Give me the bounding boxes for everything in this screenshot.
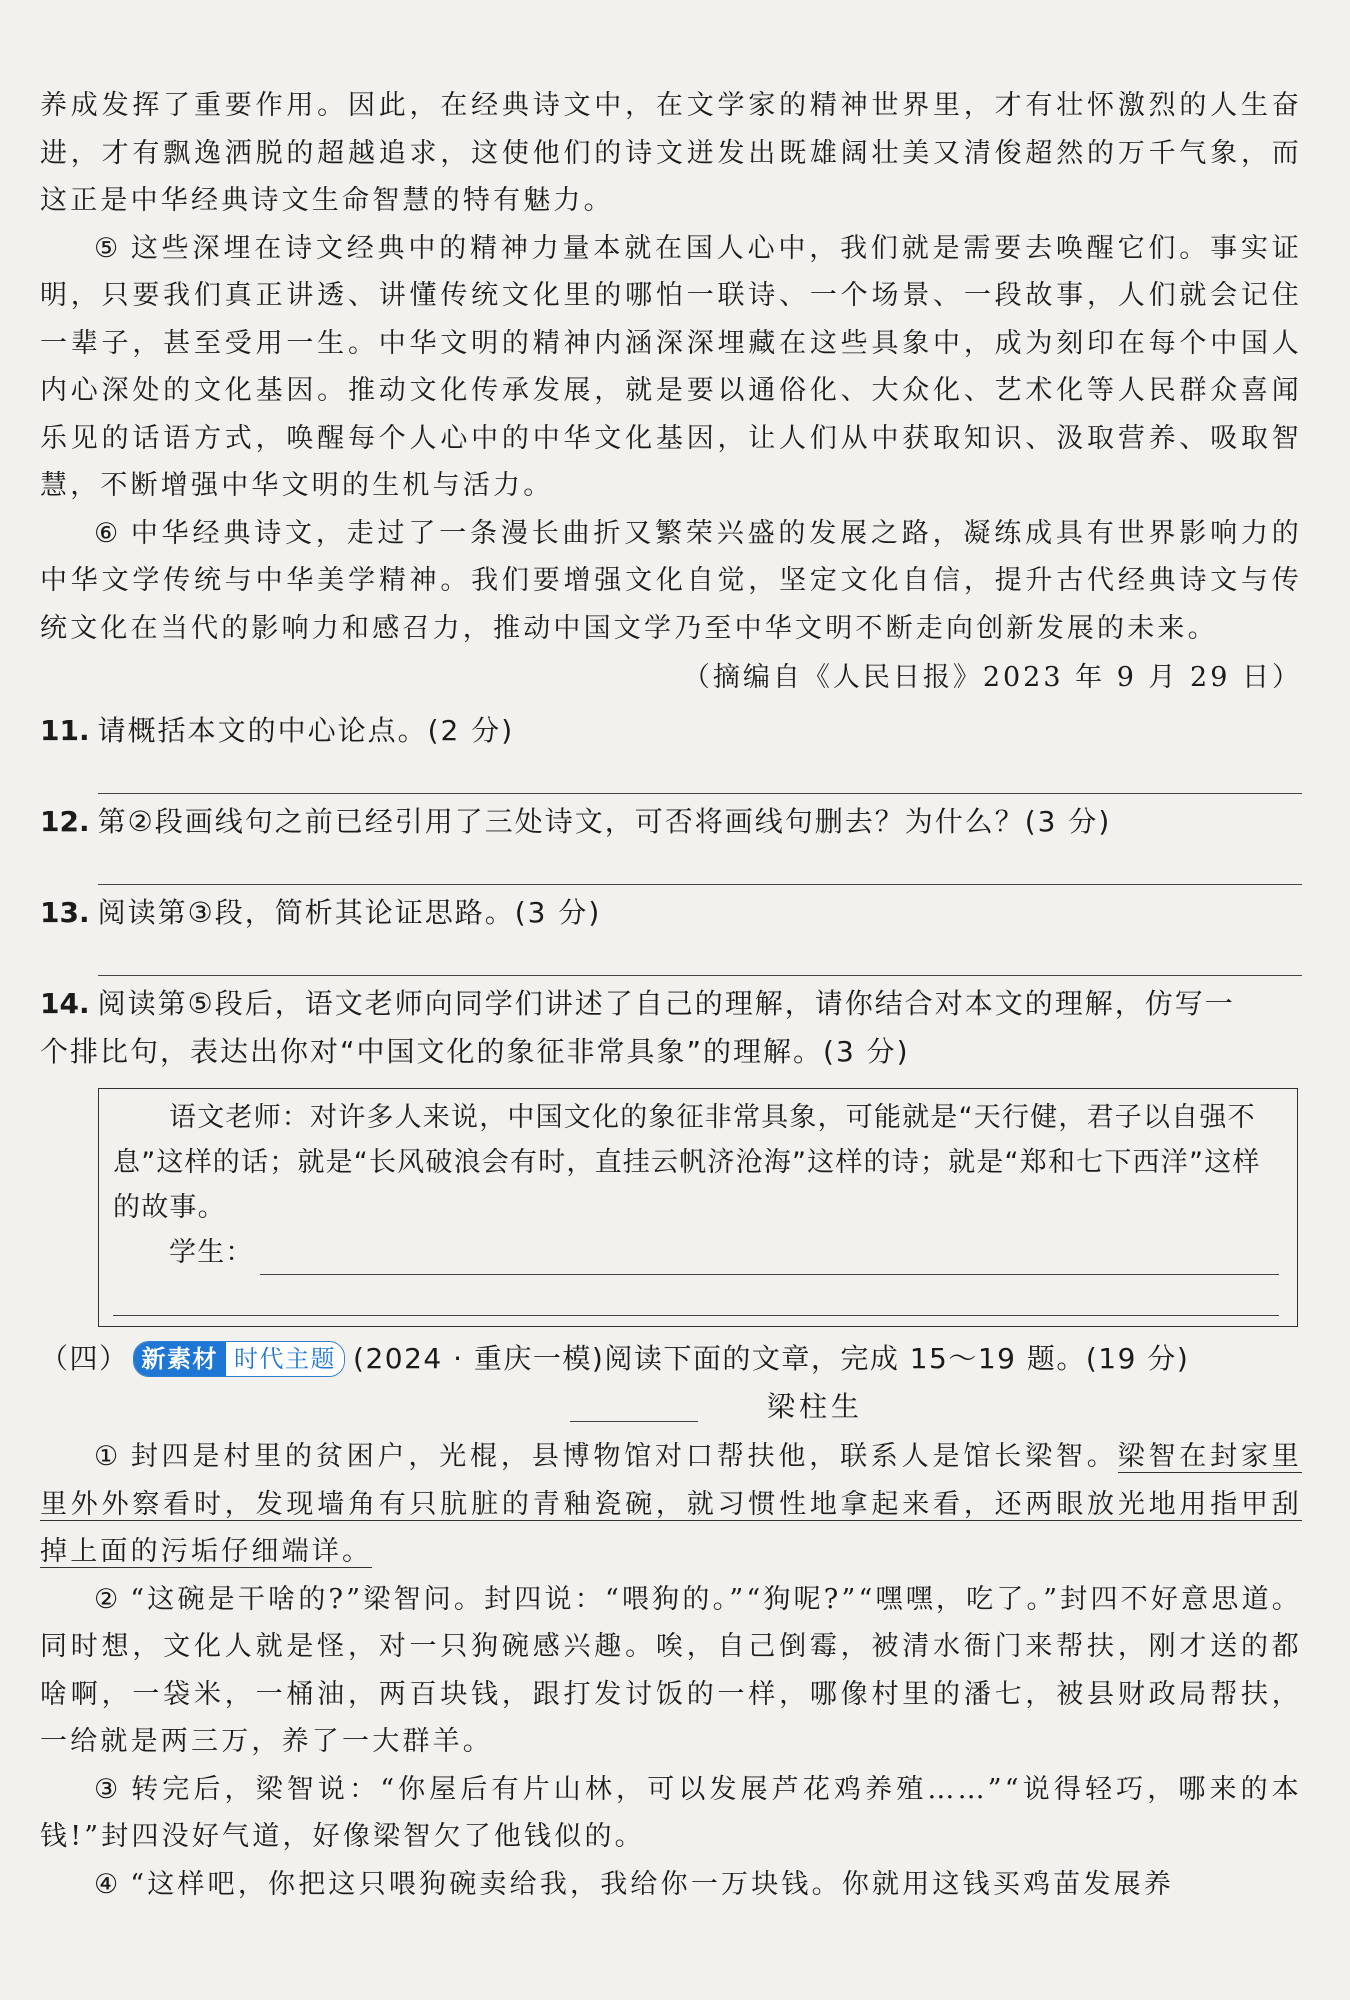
paragraph-text: 转完后，梁智说：“你屋后有片山林，可以发展芦花鸡养殖……”“说得轻巧，哪来的本钱!”封四没好气道，好像梁智欠了他钱似的。: [40, 1773, 1302, 1852]
paragraph-number: ⑥: [94, 517, 119, 549]
imitation-writing-box: [98, 1088, 1298, 1327]
answer-line[interactable]: [98, 884, 1302, 885]
question-11: [40, 707, 1302, 794]
student-answer-line-2[interactable]: [113, 1275, 1279, 1316]
new-material-badge: [133, 1341, 346, 1377]
paragraph-number: ⑤: [94, 232, 119, 264]
question-text: 第②段画线句之前已经引用了三处诗文，可否将画线句删去？为什么？(3 分): [97, 805, 1112, 838]
question-text-line-1: 阅读第⑤段后，语文老师向同学们讲述了自己的理解，请你结合对本文的理解，仿写一: [97, 987, 1235, 1020]
story-title-row: [40, 1383, 1302, 1433]
story-paragraph-4: [40, 1861, 1302, 1909]
passage-paragraph-5: [40, 225, 1302, 510]
passage-paragraph-continued: 养成发挥了重要作用。因此，在经典诗文中，在文学家的精神世界里，才有壮怀激烈的人生奋进，才有飘逸洒脱的超越追求，这使他们的诗文迸发出既雄阔壮美又清俊超然的万千气象，而这正是中华经典诗文生命智慧的特有魅力。: [40, 90, 1302, 216]
question-text: 阅读第③段，简析其论证思路。(3 分): [97, 896, 602, 929]
paragraph-number: ②: [94, 1583, 119, 1615]
question-number: 14.: [40, 987, 90, 1020]
paragraph-number: ③: [94, 1773, 120, 1805]
student-answer-line[interactable]: [260, 1244, 1279, 1275]
paragraph-text: “这碗是干啥的?”梁智问。封四说：“喂狗的。”“狗呢?”“嘿嘿，吃了。”封四不好意思道。同时想，文化人就是怪，对一只狗碗感兴趣。唉，自己倒霉，被清水衙门来帮扶，刚才送的都啥啊，一袋米，一桶油，两百块钱，跟打发讨饭的一样，哪像村里的潘七，被县财政局帮扶，一给就是两三万，养了一大群羊。: [40, 1583, 1302, 1757]
question-number: 12.: [40, 805, 90, 838]
question-14: [40, 980, 1302, 1327]
story-author: 梁柱生: [767, 1390, 864, 1423]
student-answer-row: [113, 1230, 1279, 1275]
section-label: （四）: [40, 1342, 129, 1375]
source-citation: （摘编自《人民日报》2023 年 9 月 29 日）: [682, 662, 1302, 693]
story-paragraph-3: [40, 1766, 1302, 1861]
question-text-line-2: 个排比句，表达出你对“中国文化的象征非常具象”的理解。(3 分): [40, 1035, 910, 1068]
section-instruction: (2024 · 重庆一模)阅读下面的文章，完成 15～19 题。(19 分): [353, 1342, 1190, 1375]
paragraph-number: ①: [94, 1441, 119, 1472]
paragraph-text: 这些深埋在诗文经典中的精神力量本就在国人心中，我们就是需要去唤醒它们。事实证明，只要我们真正讲透、讲懂传统文化里的哪怕一联诗、一个场景、一段故事，人们就会记住一辈子，甚至受用一生。中华文明的精神内涵深深埋藏在这些具象中，成为刻印在每个中国人内心深处的文化基因。推动文化传承发展，就是要以通俗化、大众化、艺术化等人民群众喜闻乐见的话语方式，唤醒每个人心中的中华文化基因，让人们从中获取知识、汲取营养、吸取智慧，不断增强中华文明的生机与活力。: [40, 232, 1302, 501]
underlined-sentence: 梁智在封家里里外外察看时，发现墙角有只肮脏的青釉瓷碗，就习惯性地拿起来看，还两眼放光地用指甲刮掉上面的污垢仔细端详。: [40, 1441, 1302, 1567]
question-number: 11.: [40, 714, 90, 747]
passage-paragraph-6: [40, 510, 1302, 653]
question-text: 请概括本文的中心论点。(2 分): [97, 714, 515, 747]
badge-sub: 时代主题: [226, 1342, 344, 1376]
answer-line[interactable]: [98, 975, 1302, 976]
story-paragraph-2: [40, 1576, 1302, 1766]
question-12: [40, 798, 1302, 885]
paragraph-text: “这样吧，你把这只喂狗碗卖给我，我给你一万块钱。你就用这钱买鸡苗发展养: [130, 1868, 1175, 1900]
badge-main: 新素材: [134, 1342, 227, 1376]
section-4-header: [40, 1335, 1302, 1383]
question-13: [40, 889, 1302, 976]
story-paragraph-1: [40, 1433, 1302, 1576]
title-blank-line[interactable]: [570, 1421, 698, 1422]
paragraph-text: 封四是村里的贫困户，光棍，县博物馆对口帮扶他，联系人是馆长梁智。: [130, 1441, 1118, 1472]
teacher-example: 语文老师：对许多人来说，中国文化的象征非常具象，可能就是“天行健，君子以自强不息”这样的话；就是“长风破浪会有时，直挂云帆济沧海”这样的诗；就是“郑和七下西洋”这样的故事。: [113, 1102, 1261, 1223]
paragraph-text: 中华经典诗文，走过了一条漫长曲折又繁荣兴盛的发展之路，凝练成具有世界影响力的中华文学传统与中华美学精神。我们要增强文化自觉，坚定文化自信，提升古代经典诗文与传统文化在当代的影响力和感召力，推动中国文学乃至中华文明不断走向创新发展的未来。: [40, 517, 1302, 644]
answer-line[interactable]: [98, 793, 1302, 794]
student-label: 学生：: [169, 1237, 254, 1268]
question-number: 13.: [40, 896, 90, 929]
paragraph-number: ④: [94, 1868, 119, 1900]
